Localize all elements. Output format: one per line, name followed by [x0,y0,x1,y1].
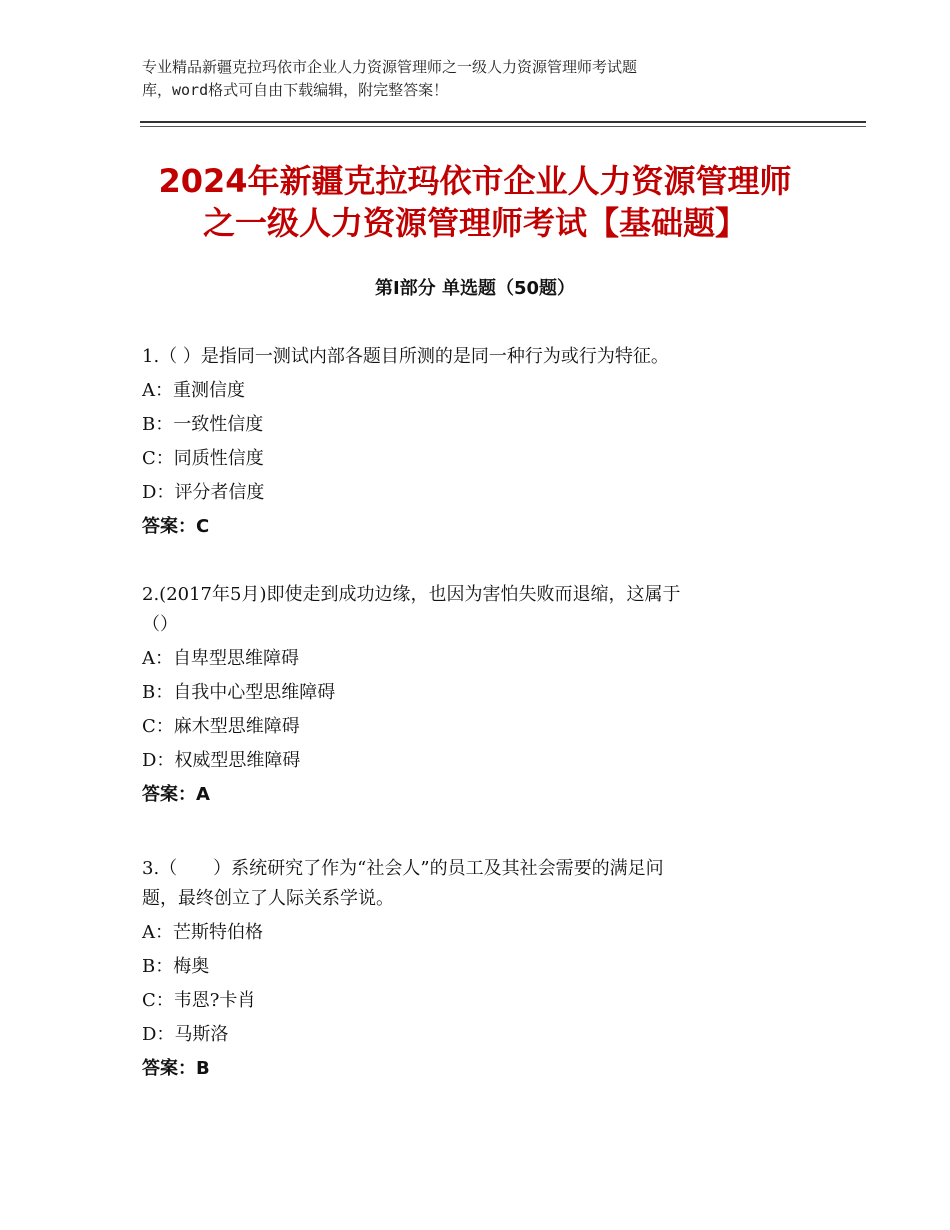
option-text: 重测信度 [173,380,245,401]
option-key: C： [142,448,174,469]
option-text: 麻木型思维障碍 [173,716,300,737]
header-note-line-1: 专业精品新疆克拉玛依市企业人力资源管理师之一级人力资源管理师考试题 [142,58,638,76]
option-c [142,442,822,476]
option-text: 评分者信度 [174,482,265,503]
option-key: A： [142,648,173,669]
question-3 [142,852,822,1086]
option-key: D： [142,482,175,503]
option-key: B： [142,956,174,977]
question-1 [142,340,822,544]
option-text: 梅奥 [173,956,210,977]
option-c [142,984,822,1018]
option-d [142,744,822,778]
document-title-line-1: 2024年新疆克拉玛依市企业人力资源管理师 [158,162,792,200]
question-stem [142,578,822,642]
option-key: D： [142,750,175,771]
option-key: B： [142,682,174,703]
header-divider-thick [140,121,866,123]
option-b [142,676,822,710]
option-key: C： [142,716,174,737]
option-text: 自我中心型思维障碍 [173,682,336,703]
question-stem-line: 1.（ ）是指同一测试内部各题目所测的是同一种行为或行为特征。 [142,346,669,367]
option-a [142,916,822,950]
option-key: D： [142,1024,175,1045]
option-a [142,642,822,676]
question-stem-line: 3.（ ）系统研究了作为“社会人”的员工及其社会需要的满足问 [142,858,664,879]
header-divider-thin [140,126,866,127]
question-2 [142,578,822,812]
option-d [142,476,822,510]
option-b [142,408,822,442]
option-key: A： [142,922,173,943]
header-note [142,56,782,102]
question-stem [142,852,822,916]
option-a [142,374,822,408]
option-key: A： [142,380,173,401]
option-text: 韦恩?卡肖 [173,990,256,1011]
option-text: 权威型思维障碍 [174,750,301,771]
option-text: 芒斯特伯格 [173,922,263,943]
option-b [142,950,822,984]
question-stem-line: 题，最终创立了人际关系学说。 [142,888,394,909]
document-title [100,160,850,244]
option-text: 自卑型思维障碍 [173,648,299,669]
option-text: 马斯洛 [174,1024,229,1045]
section-title: 第Ⅰ部分 单选题（50题） [374,278,575,299]
question-stem-line: （） [142,614,178,635]
question-stem-line: 2.(2017年5月)即使走到成功边缘，也因为害怕失败而退缩，这属于 [142,584,681,605]
option-text: 一致性信度 [173,414,264,435]
document-title-line-2: 之一级人力资源管理师考试【基础题】 [202,204,747,242]
option-text: 同质性信度 [173,448,264,469]
option-c [142,710,822,744]
header-note-line-2: 库，word格式可自由下载编辑，附完整答案！ [142,81,449,99]
option-key: C： [142,990,174,1011]
answer-line: 答案：C [142,516,210,537]
question-stem [142,340,822,374]
answer-line: 答案：B [142,1058,210,1079]
answer-line: 答案：A [142,784,210,805]
option-key: B： [142,414,174,435]
option-d [142,1018,822,1052]
